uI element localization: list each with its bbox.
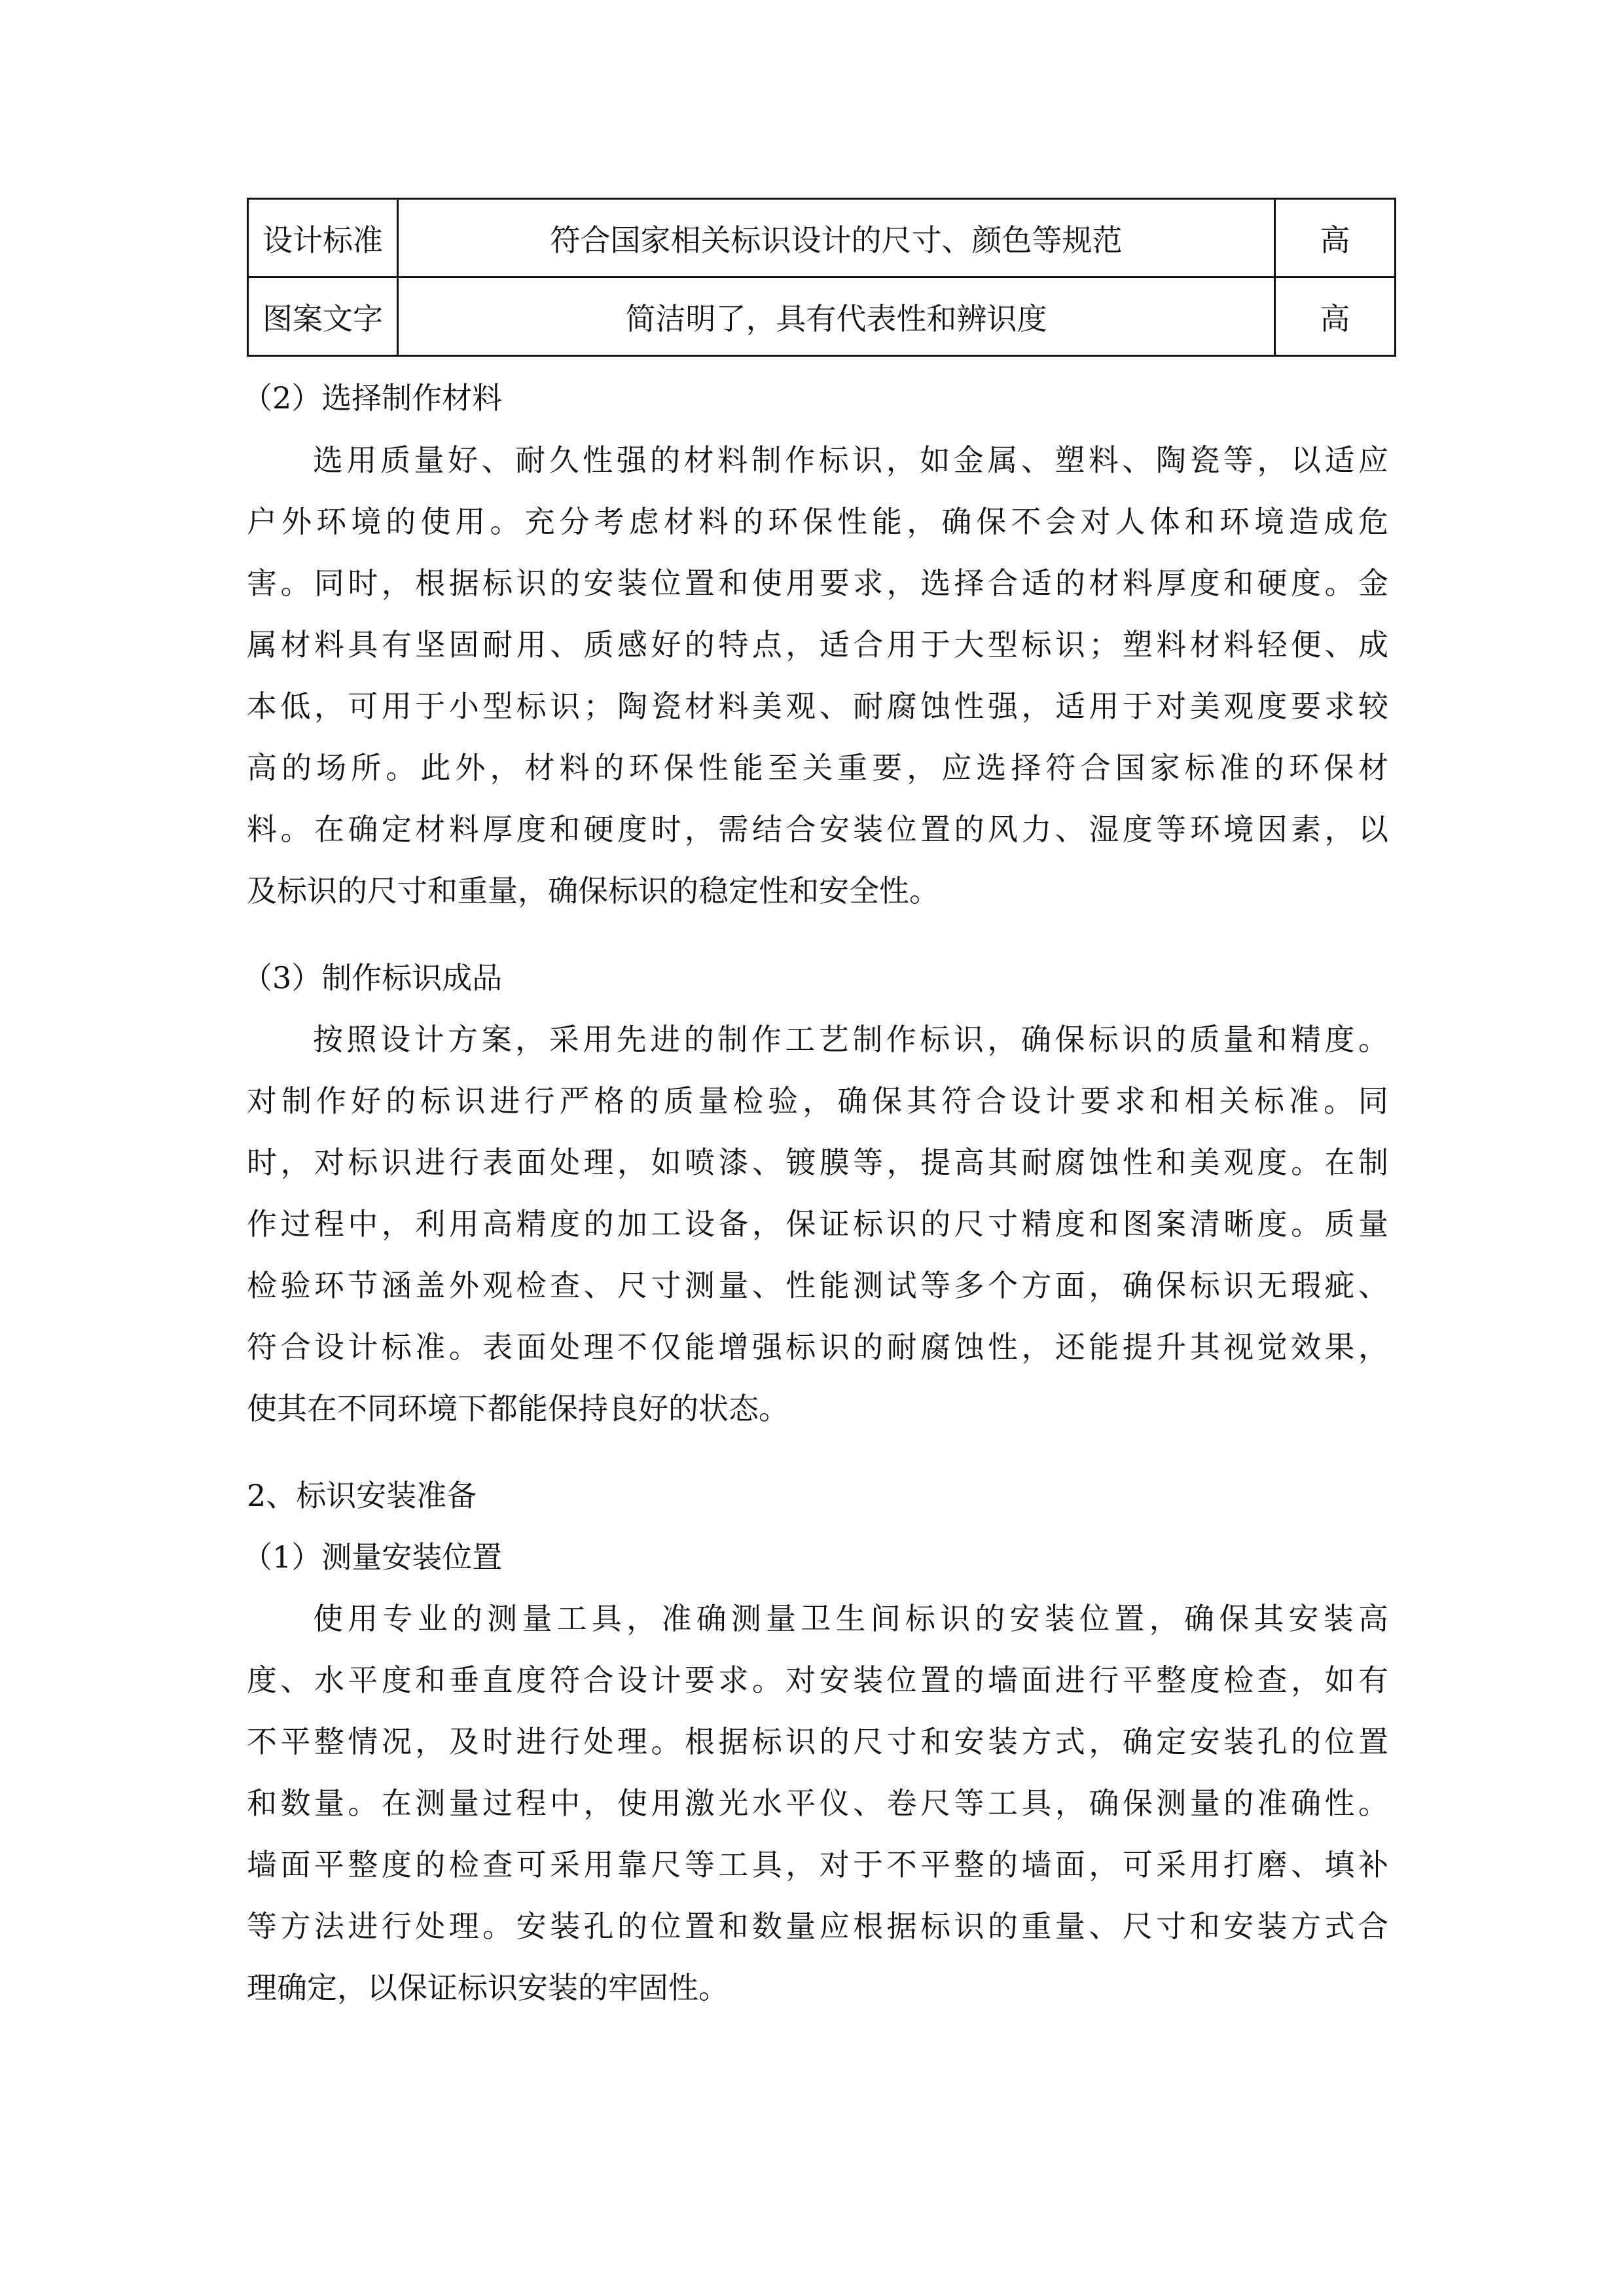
section-heading: （2）选择制作材料: [242, 380, 503, 416]
paragraph-line: 作过程中，利用高精度的加工设备，保证标识的尺寸精度和图案清晰度。质量: [247, 1206, 1388, 1242]
paragraph-line: 度、水平度和垂直度符合设计要求。对安装位置的墙面进行平整度检查，如有: [247, 1662, 1388, 1698]
table-cell-level: 高: [1275, 278, 1396, 356]
paragraph-line: 害。同时，根据标识的安装位置和使用要求，选择合适的材料厚度和硬度。金: [247, 565, 1388, 601]
paragraph-line: 本低，可用于小型标识；陶瓷材料美观、耐腐蚀性强，适用于对美观度要求较: [247, 689, 1388, 724]
paragraph-line: 和数量。在测量过程中，使用激光水平仪、卷尺等工具，确保测量的准确性。: [247, 1785, 1388, 1821]
table-row: [248, 278, 1396, 356]
table-cell-level: 高: [1275, 199, 1396, 278]
table-cell-requirement: 简洁明了，具有代表性和辨识度: [398, 278, 1275, 356]
paragraph-line: 符合设计标准。表面处理不仅能增强标识的耐腐蚀性，还能提升其视觉效果，: [247, 1329, 1388, 1365]
table-cell-requirement: 符合国家相关标识设计的尺寸、颜色等规范: [398, 199, 1275, 278]
paragraph-line: 按照设计方案，采用先进的制作工艺制作标识，确保标识的质量和精度。: [313, 1022, 1388, 1057]
paragraph-line: 检验环节涵盖外观检查、尺寸测量、性能测试等多个方面，确保标识无瑕疵、: [247, 1268, 1388, 1303]
paragraph-line: 使其在不同环境下都能保持良好的状态。: [247, 1391, 789, 1426]
paragraph-line: 高的场所。此外，材料的环保性能至关重要，应选择符合国家标准的环保材: [247, 750, 1388, 785]
paragraph-line: 理确定，以保证标识安装的牢固性。: [247, 1970, 729, 2005]
section-heading: （1）测量安装位置: [242, 1539, 503, 1575]
paragraph-line: 选用质量好、耐久性强的材料制作标识，如金属、塑料、陶瓷等，以适应: [313, 442, 1388, 478]
paragraph-line: 墙面平整度的检查可采用靠尺等工具，对于不平整的墙面，可采用打磨、填补: [247, 1847, 1388, 1882]
table-row: [248, 199, 1396, 278]
paragraph-line: 及标识的尺寸和重量，确保标识的稳定性和安全性。: [247, 873, 939, 908]
table-cell-item: 图案文字: [248, 278, 398, 356]
paragraph-line: 使用专业的测量工具，准确测量卫生间标识的安装位置，确保其安装高: [313, 1601, 1388, 1636]
paragraph-line: 等方法进行处理。安装孔的位置和数量应根据标识的重量、尺寸和安装方式合: [247, 1909, 1388, 1944]
table-cell-item: 设计标准: [248, 199, 398, 278]
requirements-table: [247, 198, 1396, 357]
paragraph-line: 对制作好的标识进行严格的质量检验，确保其符合设计要求和相关标准。同: [247, 1083, 1388, 1119]
paragraph-line: 时，对标识进行表面处理，如喷漆、镀膜等，提高其耐腐蚀性和美观度。在制: [247, 1145, 1388, 1180]
paragraph-line: 户外环境的使用。充分考虑材料的环保性能，确保不会对人体和环境造成危: [247, 504, 1388, 539]
section-title: 2、标识安装准备: [247, 1478, 477, 1513]
paragraph-line: 不平整情况，及时进行处理。根据标识的尺寸和安装方式，确定安装孔的位置: [247, 1724, 1388, 1759]
section-heading: （3）制作标识成品: [242, 960, 503, 996]
paragraph-line: 料。在确定材料厚度和硬度时，需结合安装位置的风力、湿度等环境因素，以: [247, 812, 1388, 847]
paragraph-line: 属材料具有坚固耐用、质感好的特点，适合用于大型标识；塑料材料轻便、成: [247, 627, 1388, 662]
